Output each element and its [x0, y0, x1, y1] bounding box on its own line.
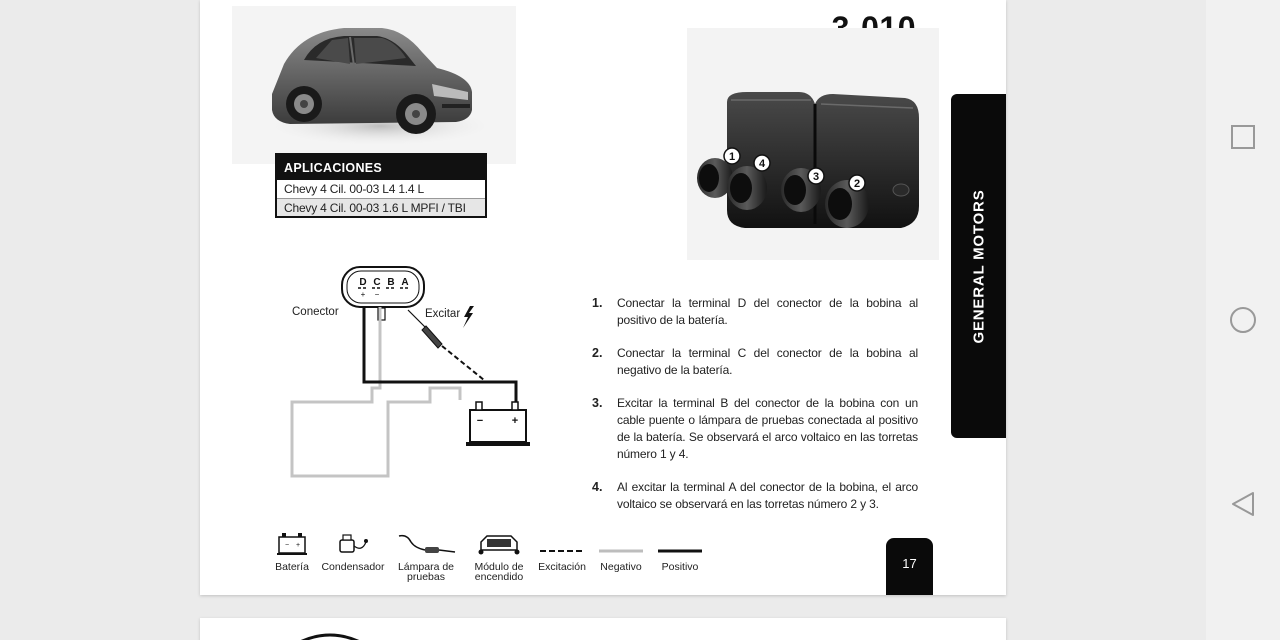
pin-label: D — [359, 277, 367, 288]
negative-wire — [292, 307, 460, 476]
svg-text:−: − — [374, 290, 380, 299]
ignition-coil-photo — [687, 28, 939, 260]
legend-item-modulo: Módulo de encendido — [466, 530, 532, 582]
pin-label: B — [387, 277, 395, 288]
step-item — [592, 295, 918, 329]
brand-side-tab — [951, 94, 1006, 438]
step-text: Conectar la terminal C del conector de la bobina al negativo de la batería. — [617, 346, 918, 377]
ignition-module-icon — [475, 530, 523, 558]
battery-negative: − — [476, 415, 484, 427]
square-icon — [1230, 124, 1256, 150]
test-lamp-icon — [395, 530, 457, 558]
legend-item-lampara: Lámpara de pruebas — [390, 530, 462, 582]
brand-label: GENERAL MOTORS — [970, 189, 987, 343]
positive-line-icon — [656, 530, 704, 558]
step-item — [592, 395, 918, 463]
excitation-line-icon — [538, 530, 586, 558]
legend — [270, 530, 710, 590]
application-row: Chevy 4 Cil. 00-03 L4 1.4 L — [284, 182, 425, 196]
battery-positive: + — [511, 415, 519, 427]
legend-item-excitacion: Excitación — [534, 530, 590, 572]
step-text: Conectar la terminal D del conector de la bobina al positivo de la batería. — [617, 296, 918, 327]
triangle-back-icon — [1230, 490, 1256, 518]
step-text: Al excitar la terminal A del conector de la bobina, el arco voltaico se observará en las torretas número 2 y 3. — [617, 480, 918, 511]
excitation-wire — [442, 346, 484, 380]
step-number: 1. — [592, 296, 603, 310]
negative-line-icon — [597, 530, 645, 558]
pin-label: C — [373, 277, 381, 288]
tower-number: 2 — [853, 178, 861, 190]
step-number: 2. — [592, 346, 603, 360]
applications-table — [275, 153, 487, 218]
car-photo — [232, 6, 516, 164]
legend-item-positivo: Positivo — [654, 530, 706, 572]
pin-label: A — [401, 277, 409, 288]
back-button[interactable] — [1228, 489, 1258, 519]
circle-icon — [1229, 306, 1257, 334]
exciter-label: Excitar — [425, 308, 461, 320]
tower-number: 3 — [812, 171, 820, 183]
svg-text:+: + — [296, 542, 301, 549]
system-navigation-bar — [1206, 0, 1280, 640]
battery-icon — [275, 530, 309, 558]
tower-number: 1 — [728, 151, 736, 163]
document-page — [200, 0, 1006, 595]
applications-header: APLICACIONES — [277, 155, 485, 180]
recent-apps-button[interactable] — [1228, 122, 1258, 152]
home-button[interactable] — [1228, 305, 1258, 335]
condenser-icon — [336, 530, 370, 558]
legend-item-negativo: Negativo — [594, 530, 648, 572]
next-page — [200, 618, 1006, 640]
svg-text:+: + — [360, 290, 366, 299]
legend-item-condensador: Condensador — [318, 530, 388, 572]
step-number: 4. — [592, 480, 603, 494]
wiring-diagram — [280, 262, 540, 486]
tower-number: 4 — [758, 158, 766, 170]
legend-item-bateria: − + Batería — [270, 530, 314, 572]
step-item — [592, 479, 918, 513]
application-row: Chevy 4 Cil. 00-03 1.6 L MPFI / TBI — [277, 198, 485, 216]
instruction-steps — [592, 295, 918, 529]
step-text: Excitar la terminal B del conector de la bobina con un cable puente o lámpara de pruebas conectada al positivo de la batería. Se observará el arco voltaico en las torretas número 1 y 4. — [617, 396, 918, 461]
svg-text:−: − — [285, 542, 290, 549]
connector-label: Conector — [292, 306, 339, 318]
lightning-icon — [463, 306, 474, 328]
step-number: 3. — [592, 396, 603, 410]
page-number: 17 — [886, 538, 933, 595]
step-item — [592, 345, 918, 379]
